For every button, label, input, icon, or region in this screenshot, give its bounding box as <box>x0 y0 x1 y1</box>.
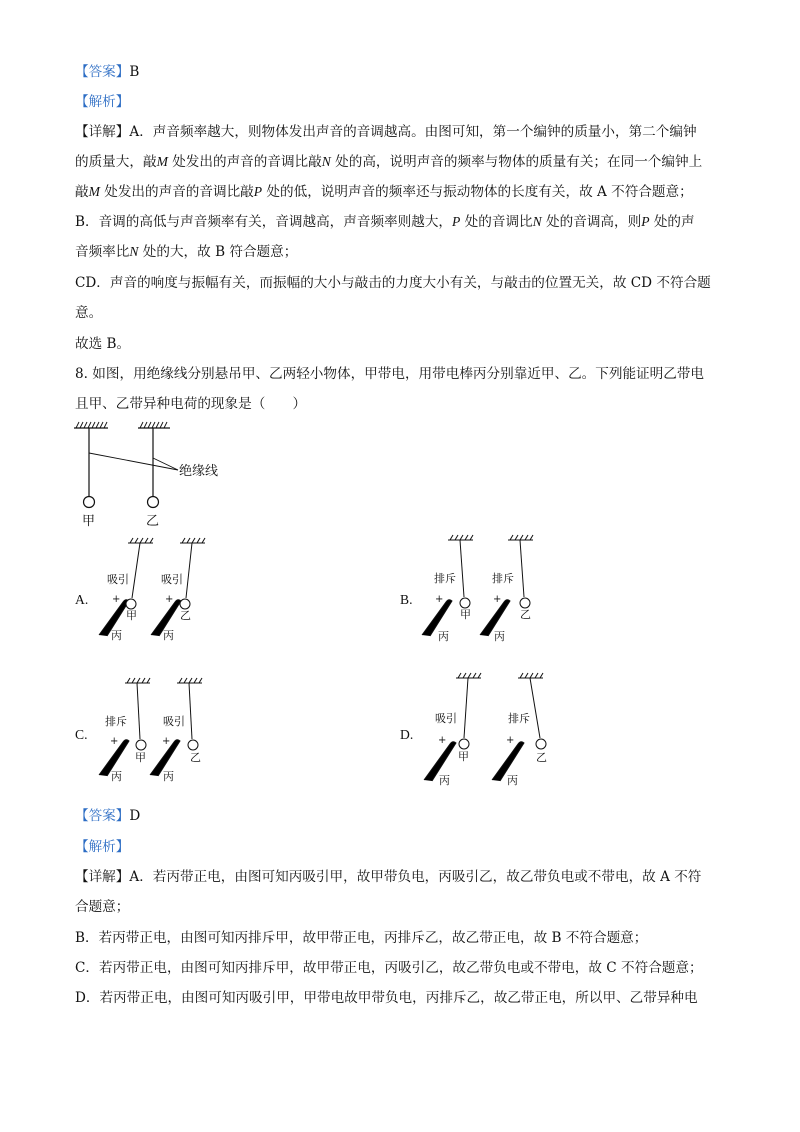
svg-text:乙: 乙 <box>536 751 547 764</box>
detail-line: B．音调的高低与声音频率有关，音调越高，声音频率则越大，P 处的音调比N 处的音调高，则P 处的声 <box>75 214 695 230</box>
svg-text:丙: 丙 <box>111 770 122 783</box>
svg-text:甲: 甲 <box>135 751 146 764</box>
svg-text:排斥: 排斥 <box>508 712 530 725</box>
option-c-label: C. <box>75 727 88 742</box>
detail-line: 合题意； <box>75 899 130 915</box>
detail-line: D．若丙带正电，由图可知丙吸引甲，甲带电故甲带负电，丙排斥乙，故乙带正电，所以甲、乙带异种电 <box>75 990 698 1006</box>
svg-text:+: + <box>162 736 171 747</box>
svg-text:甲: 甲 <box>460 608 471 621</box>
svg-text:甲: 甲 <box>126 609 137 622</box>
svg-text:乙: 乙 <box>190 751 201 764</box>
svg-text:+: + <box>506 735 515 746</box>
analysis-label: 【解析】 <box>75 94 130 110</box>
svg-text:吸引: 吸引 <box>163 715 185 728</box>
detail-line: 的质量大，敲M 处发出的声音的音调比敲N 处的高，说明声音的频率与物体的质量有关；在同一个编钟上 <box>75 154 703 170</box>
svg-text:吸引: 吸引 <box>161 573 183 586</box>
answer-value: D <box>129 808 141 824</box>
option-b-label: B. <box>400 592 413 607</box>
answer-label: 【答案】 <box>75 808 130 824</box>
yi-label: 乙 <box>146 514 160 529</box>
svg-text:甲: 甲 <box>458 750 469 763</box>
suspension-figure <box>60 418 260 528</box>
svg-text:排斥: 排斥 <box>492 572 514 585</box>
detail-line: 音频率比N 处的大，故 B 符合题意； <box>75 244 298 260</box>
svg-text:+: + <box>493 594 502 605</box>
svg-text:排斥: 排斥 <box>105 715 127 728</box>
svg-text:+: + <box>112 594 121 605</box>
pointer-line <box>153 458 178 470</box>
detail-line: 意。 <box>75 305 103 321</box>
detail-line: 【详解】A．若丙带正电，由图可知丙吸引甲，故甲带负电，丙吸引乙，故乙带负电或不带电，故 A 不符 <box>75 869 702 885</box>
option-a-figure <box>95 535 215 645</box>
analysis-label: 【解析】 <box>75 839 130 855</box>
svg-text:排斥: 排斥 <box>434 572 456 585</box>
option-d-figure <box>420 668 560 788</box>
insulator-label: 绝缘线 <box>179 464 219 479</box>
svg-text:丙: 丙 <box>439 774 450 787</box>
detail-line: C．若丙带正电，由图可知丙排斥甲，故甲带正电，丙吸引乙，故乙带负电或不带电，故 C 不符合题意； <box>75 960 703 976</box>
detail-line: 【详解】A．声音频率越大，则物体发出声音的音调越高。由图可知，第一个编钟的质量小，第二个编钟 <box>75 124 697 140</box>
svg-text:丙: 丙 <box>438 630 449 643</box>
question-8-line: 8. 如图，用绝缘线分别悬吊甲、乙两轻小物体，甲带电，用带电棒丙分别靠近甲、乙。下列能证明乙带电 <box>75 366 705 382</box>
answer-label: 【答案】 <box>75 64 130 80</box>
svg-text:丙: 丙 <box>111 629 122 642</box>
svg-text:+: + <box>110 736 119 747</box>
answer-line-7 <box>75 62 139 82</box>
svg-text:丙: 丙 <box>163 770 174 783</box>
svg-text:吸引: 吸引 <box>107 573 129 586</box>
detail-line: 故选 B。 <box>75 336 131 352</box>
answer-value: B <box>129 64 140 80</box>
answer-line-8 <box>75 806 140 826</box>
ball-jia <box>84 497 95 508</box>
svg-text:丙: 丙 <box>494 630 505 643</box>
svg-text:吸引: 吸引 <box>435 712 457 725</box>
svg-text:丙: 丙 <box>163 629 174 642</box>
jia-label: 甲 <box>82 514 96 529</box>
option-d-label: D. <box>400 727 414 742</box>
ceiling-mount-jia <box>74 422 108 428</box>
detail-line: 敲M 处发出的声音的音调比敲P 处的低，说明声音的频率还与振动物体的长度有关，故 A 不符合题意； <box>75 184 693 200</box>
svg-text:丙: 丙 <box>507 774 518 787</box>
pointer-line <box>89 453 178 470</box>
svg-text:+: + <box>438 735 447 746</box>
question-8-line: 且甲、乙带异种电荷的现象是（ ） <box>75 396 307 412</box>
svg-text:乙: 乙 <box>180 609 191 622</box>
detail-line: B．若丙带正电，由图可知丙排斥甲，故甲带正电，丙排斥乙，故乙带正电，故 B 不符合题意； <box>75 930 648 946</box>
option-a-label: A. <box>75 592 89 607</box>
svg-text:乙: 乙 <box>520 608 531 621</box>
ceiling-mount-yi <box>138 422 170 428</box>
svg-text:+: + <box>165 594 174 605</box>
ball-yi <box>148 497 159 508</box>
svg-text:+: + <box>435 594 444 605</box>
option-b-figure <box>420 530 550 645</box>
option-c-figure <box>95 675 220 785</box>
detail-line: CD．声音的响度与振幅有关，而振幅的大小与敲击的力度大小有关，与敲击的位置无关，故 CD 不符合题 <box>75 275 711 291</box>
